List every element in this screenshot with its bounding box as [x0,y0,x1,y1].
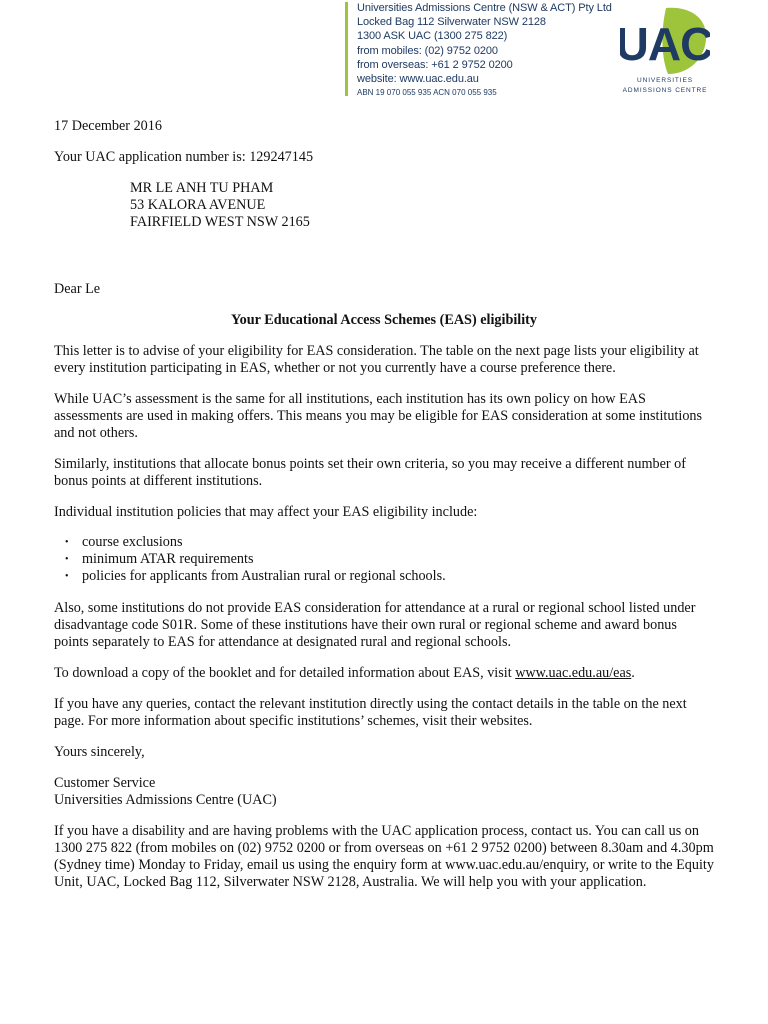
list-item-text: minimum ATAR requirements [82,551,254,567]
paragraph-eligibility-intro: This letter is to advise of your eligibility for EAS consideration. The table on the next page lists your eligibility at every institution participating in EAS, whether or not you currently have a course preference there. [54,343,699,376]
org-overseas-phone: from overseas: +61 2 9752 0200 [357,58,513,71]
org-contact-block [357,1,612,100]
bullet-icon: • [65,537,69,548]
letter-body [54,118,714,905]
bullet-icon: • [65,571,69,582]
signoff-team: Customer Service [54,775,156,791]
list-item [54,568,714,585]
org-address: Locked Bag 112 Silverwater NSW 2128 [357,16,546,29]
paragraph-download-info [54,665,714,682]
uac-logo-mark-icon [620,4,710,78]
org-name: Universities Admissions Centre (NSW & ACT) Pty Ltd [357,2,612,14]
salutation: Dear Le [54,281,101,297]
logo-wordmark: UAC [620,18,710,70]
logo-subtitle-line-2: ADMISSIONS CENTRE [622,87,708,94]
org-phone: 1300 ASK UAC (1300 275 822) [357,30,508,43]
paragraph-rural-schools: Also, some institutions do not provide EAS consideration for attendance at a rural or regional school listed under disadvantage code S01R. Some of these institutions have their own rural or regional scheme and award bonus points separately to EAS for attendance at designated rural and regional schools. [54,600,696,650]
policy-list [54,534,714,585]
letter-subject: Your Educational Access Schemes (EAS) eligibility [231,312,537,328]
paragraph-queries: If you have any queries, contact the relevant institution directly using the contact details in the table on the next page. For more information about specific institutions’ schemes, visit their websites. [54,696,687,729]
address-line-suburb: FAIRFIELD WEST NSW 2165 [130,214,310,230]
bullet-icon: • [65,554,69,565]
letterhead [345,0,765,100]
list-item [54,551,714,568]
download-text-end: . [631,665,635,681]
paragraph-policies-intro: Individual institution policies that may affect your EAS eligibility include: [54,504,478,520]
uac-logo [620,4,710,96]
address-line-street: 53 KALORA AVENUE [130,197,266,213]
list-item-text: policies for applicants from Australian rural or regional schools. [82,568,446,584]
letterhead-divider [345,2,348,96]
org-mobile-phone: from mobiles: (02) 9752 0200 [357,44,498,57]
application-number-line: Your UAC application number is: 129247145 [54,149,314,165]
eas-info-link[interactable]: www.uac.edu.au/eas [515,665,632,681]
list-item-text: course exclusions [82,534,183,550]
signature-block [54,775,714,809]
logo-subtitle-line-1: UNIVERSITIES [637,77,693,84]
list-item [54,534,714,551]
recipient-address [54,180,714,231]
letter-date: 17 December 2016 [54,118,162,134]
org-website: website: www.uac.edu.au [357,73,479,86]
paragraph-assessment-policy: While UAC’s assessment is the same for all institutions, each institution has its own policy on how EAS assessments are used in making offers. This means you may be eligible for EAS consideration at some institutions and not others. [54,391,703,441]
address-line-name: MR LE ANH TU PHAM [130,180,274,196]
paragraph-disability-support: If you have a disability and are having problems with the UAC application process, contact us. You can call us on 1300 275 822 (from mobiles on (02) 9752 0200 or from overseas on +61 2 9752 0200) between 8.30am and 4.30pm (Sydney time) Monday to Friday, email us using the enquiry form at www.uac.edu.au/enquiry, or write to the Equity Unit, UAC, Locked Bag 112, Silverwater NSW 2128, Australia. We will help you with your application. [54,823,714,890]
org-abn-acn: ABN 19 070 055 935 ACN 070 055 935 [357,88,497,98]
paragraph-bonus-points: Similarly, institutions that allocate bonus points set their own criteria, so you may receive a different number of bonus points at different institutions. [54,456,686,489]
download-text: To download a copy of the booklet and for detailed information about EAS, visit [54,665,516,681]
closing: Yours sincerely, [54,744,145,760]
signoff-org: Universities Admissions Centre (UAC) [54,792,277,808]
